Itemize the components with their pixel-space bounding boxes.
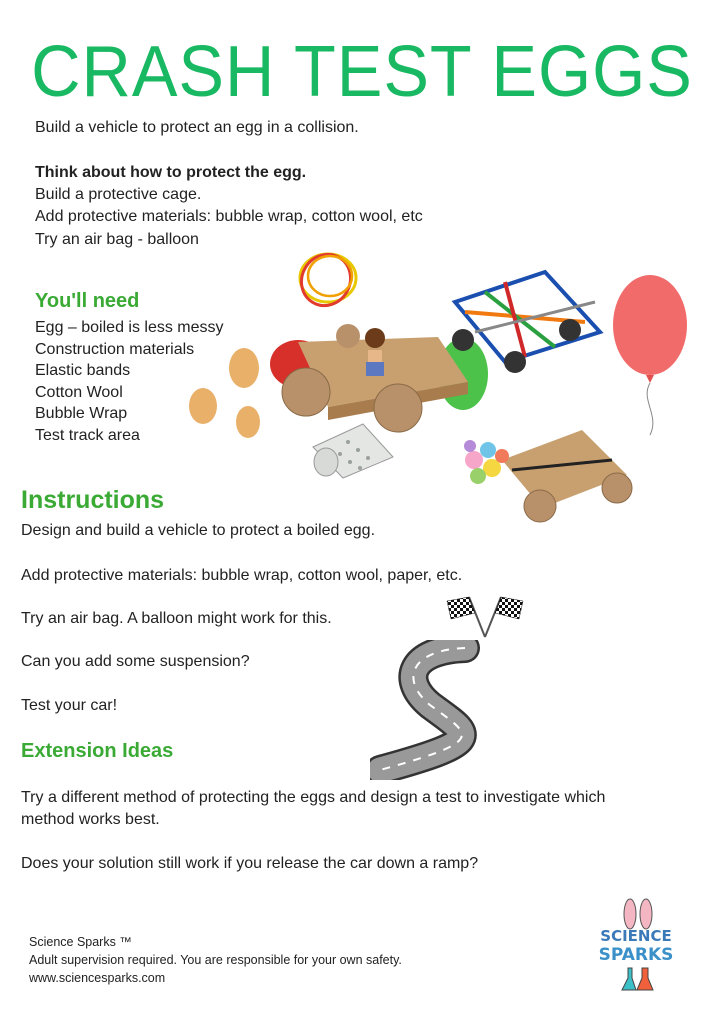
- extension-text: Try a different method of protecting the eggs and design a test to investigate which: [21, 789, 606, 806]
- need-item: Cotton Wool: [35, 384, 123, 401]
- balloon-image: [610, 275, 690, 440]
- footer-safety: Adult supervision required. You are responsible for your own safety.: [29, 953, 402, 967]
- need-item: Egg – boiled is less messy: [35, 319, 224, 336]
- knex-car-image: [445, 262, 605, 382]
- intro-text: Build a vehicle to protect an egg in a collision.: [35, 119, 359, 136]
- science-sparks-logo: [596, 898, 676, 998]
- instruction-step: Add protective materials: bubble wrap, cotton wool, paper, etc.: [21, 567, 463, 584]
- instructions-heading: Instructions: [21, 486, 165, 514]
- bubble-wrap-image: [308, 422, 398, 480]
- logo-text-sparks: SPARKS: [598, 945, 674, 965]
- road-image: [370, 640, 525, 780]
- instruction-step: Can you add some suspension?: [21, 653, 250, 670]
- instruction-step: Try an air bag. A balloon might work for this.: [21, 610, 332, 627]
- extension-heading: Extension Ideas: [21, 740, 174, 762]
- flasks-icon: [620, 966, 656, 994]
- need-heading: You'll need: [35, 290, 140, 312]
- think-heading: Think about how to protect the egg.: [35, 164, 307, 181]
- eggs-image: [186, 344, 266, 440]
- need-item: Bubble Wrap: [35, 405, 128, 422]
- think-line: Add protective materials: bubble wrap, cotton wool, etc: [35, 208, 423, 225]
- need-item: Elastic bands: [35, 362, 131, 379]
- need-item: Test track area: [35, 427, 140, 444]
- checkered-flags-icon: [445, 593, 525, 639]
- footer-url: www.sciencesparks.com: [29, 971, 166, 985]
- extension-text: method works best.: [21, 811, 160, 828]
- pompom-car-image: [462, 420, 637, 525]
- need-item: Construction materials: [35, 341, 195, 358]
- elastic-bands-image: [294, 248, 364, 312]
- think-line: Build a protective cage.: [35, 186, 202, 203]
- bunny-ears-icon: [618, 898, 658, 930]
- page-title: CRASH TEST EGGS: [31, 32, 693, 112]
- instruction-step: Design and build a vehicle to protect a boiled egg.: [21, 522, 376, 539]
- instruction-step: Test your car!: [21, 697, 118, 714]
- footer-brand: Science Sparks ™: [29, 935, 132, 949]
- logo-text-science: SCIENCE: [600, 927, 672, 945]
- think-line: Try an air bag - balloon: [35, 231, 199, 248]
- extension-text: Does your solution still work if you release the car down a ramp?: [21, 855, 479, 872]
